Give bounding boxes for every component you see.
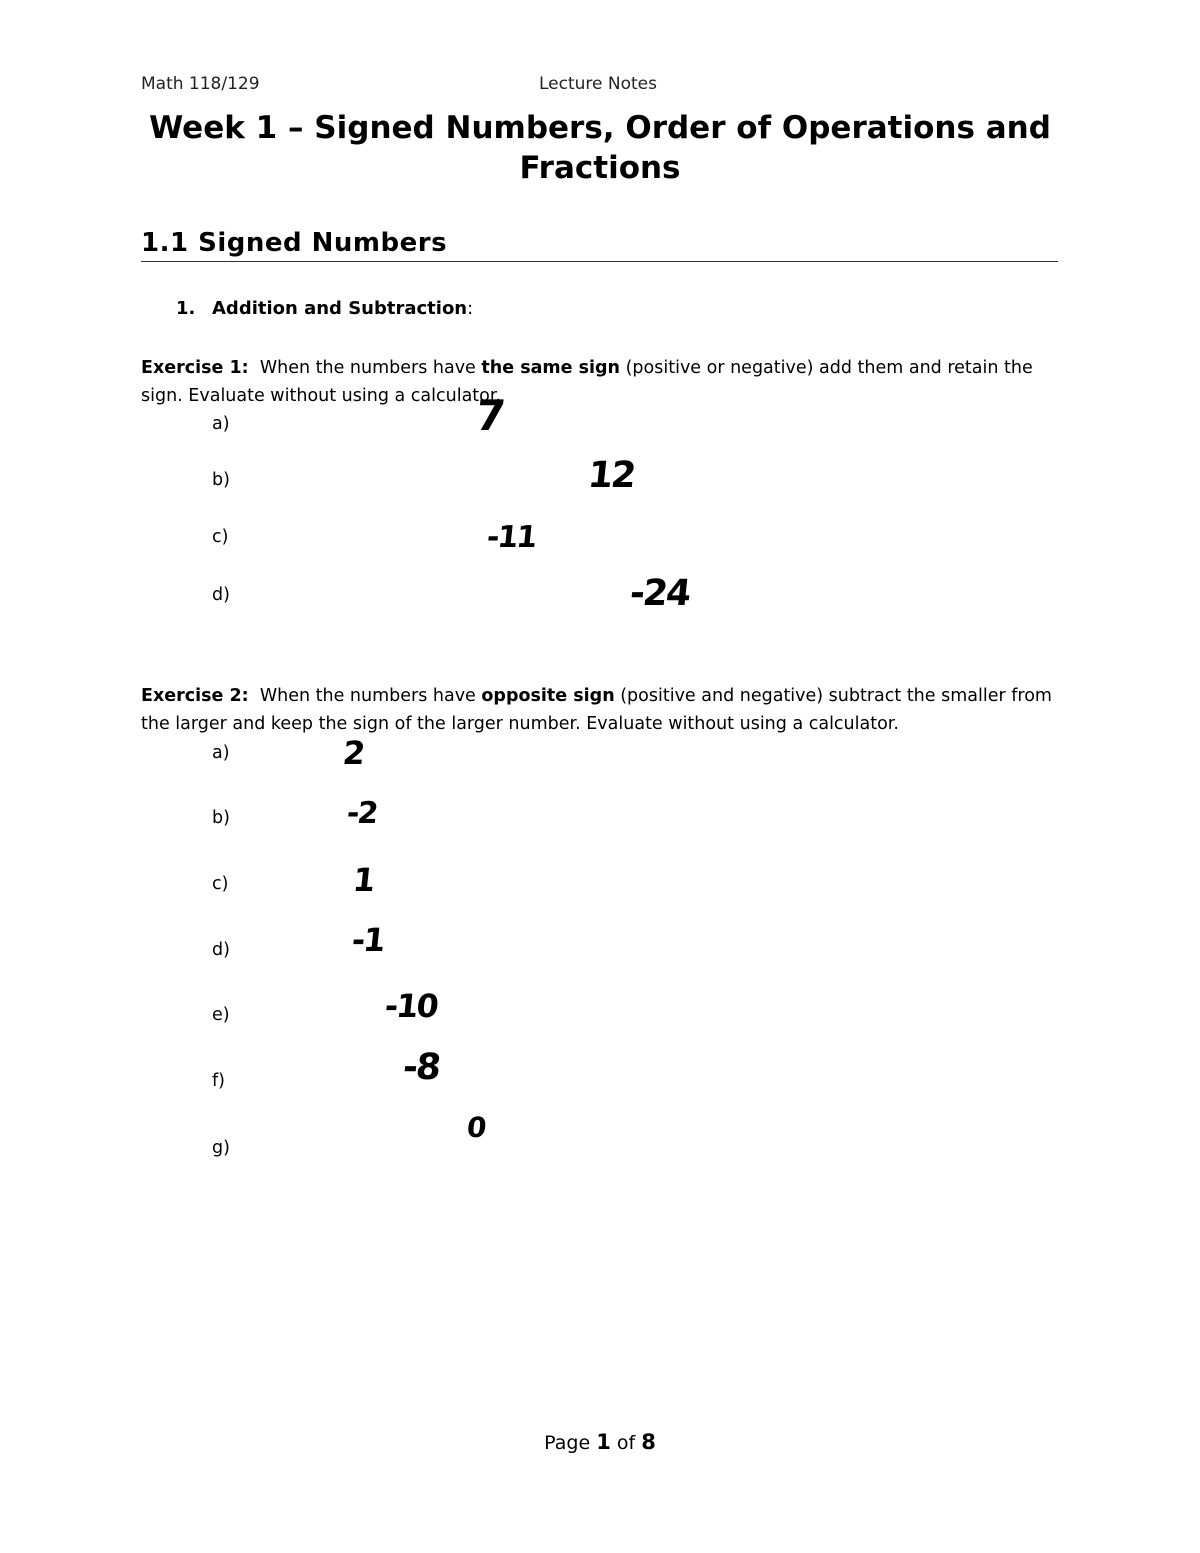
page-footer	[0, 1430, 1200, 1454]
exercise2-part-c: c)	[212, 874, 229, 894]
exercise2-part-a: a)	[212, 743, 230, 763]
exercise1-answer-a: 7	[473, 391, 506, 440]
exercise2-part-d: d)	[212, 940, 230, 960]
footer-current-page: 1	[596, 1430, 611, 1454]
exercise2-label: Exercise 2:	[141, 686, 249, 706]
exercise2-text-before: When the numbers have	[259, 686, 476, 706]
exercise2-answer-a: 2	[341, 734, 366, 772]
exercise2-answer-d: -1	[350, 921, 386, 959]
list-number: 1.	[176, 298, 196, 319]
section-divider	[141, 261, 1058, 262]
list-suffix: :	[467, 298, 474, 319]
page-title: Week 1 – Signed Numbers, Order of Operations and Fractions	[149, 110, 1051, 186]
exercise2-part-b: b)	[212, 808, 230, 828]
exercise2-instructions	[141, 682, 1071, 738]
exercise2-part-e: e)	[212, 1005, 230, 1025]
exercise2-answer-e: -10	[383, 987, 439, 1025]
exercise1-part-d: d)	[212, 585, 230, 605]
exercise1-part-c: c)	[212, 527, 229, 547]
footer-of: of	[616, 1432, 636, 1454]
exercise1-label: Exercise 1:	[141, 358, 249, 378]
exercise1-answer-b: 12	[585, 455, 637, 496]
exercise2-part-g: g)	[212, 1138, 230, 1158]
exercise2-emphasis: opposite sign	[481, 686, 615, 706]
exercise2-answer-f: -8	[400, 1047, 442, 1088]
exercise2-answer-g: 0	[465, 1111, 487, 1144]
exercise1-text-after: (positive or negative) add them and retain the sign. Evaluate without using a calculator.	[141, 358, 1033, 406]
exercise1-text-before: When the numbers have	[259, 358, 476, 378]
exercise2-part-f: f)	[212, 1071, 225, 1091]
exercise2-text-after: (positive and negative) subtract the smaller from the larger and keep the sign of the larger number. Evaluate without using a calculator.	[141, 686, 1052, 734]
exercise1-answer-d: -24	[627, 573, 692, 614]
list-item-addition-subtraction	[176, 298, 473, 319]
exercise1-answer-c: -11	[485, 520, 538, 555]
exercise1-instructions	[141, 354, 1071, 410]
header-doc-type: Lecture Notes	[539, 74, 657, 94]
list-label: Addition and Subtraction	[212, 298, 468, 319]
exercise1-part-a: a)	[212, 414, 230, 434]
footer-prefix: Page	[544, 1432, 591, 1454]
exercise1-emphasis: the same sign	[481, 358, 621, 378]
header-course: Math 118/129	[141, 74, 260, 94]
section-heading: 1.1 Signed Numbers	[141, 228, 448, 258]
exercise2-answer-c: 1	[351, 861, 376, 899]
exercise1-part-b: b)	[212, 470, 230, 490]
footer-total-pages: 8	[641, 1430, 656, 1454]
exercise2-answer-b: -2	[345, 796, 379, 831]
